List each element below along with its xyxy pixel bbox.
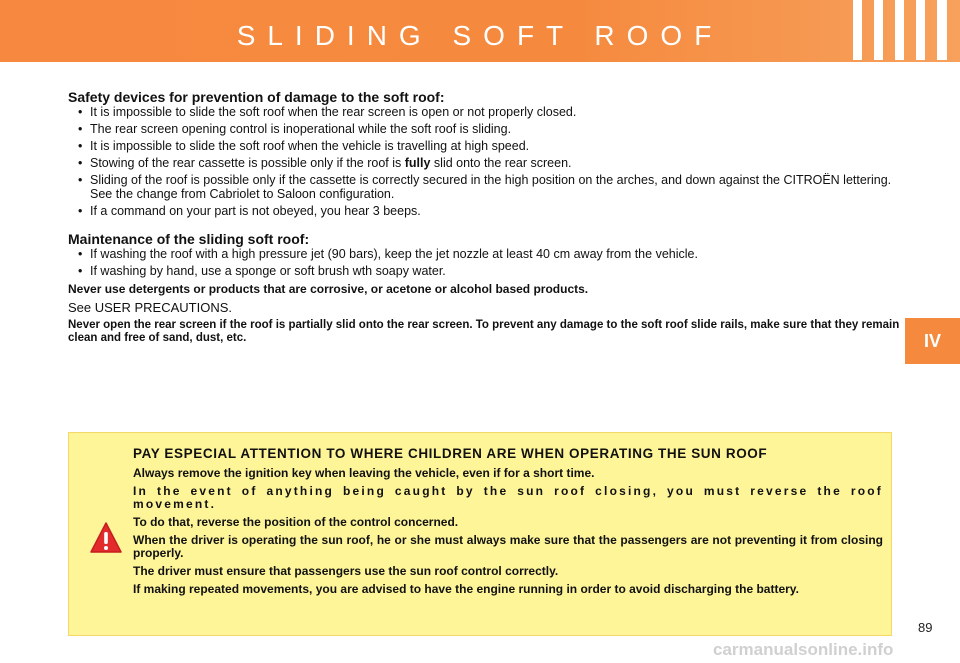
page-header xyxy=(0,0,960,62)
main-content xyxy=(68,89,900,344)
safety-list xyxy=(78,105,900,218)
warning-line: When the driver is operating the sun roof, he or she must always make sure that the passengers are not preventing it from closing properly. xyxy=(133,533,883,560)
warning-text xyxy=(133,447,883,601)
see-precautions: See USER PRECAUTIONS. xyxy=(68,300,232,315)
rear-screen-warning: Never open the rear screen if the roof is partially slid onto the rear screen. To prevent any damage to the soft roof slide rails, make sure that they remain clean and free of sand, dust, etc. xyxy=(68,319,900,344)
child-safety-warning-box xyxy=(68,432,892,636)
list-item: • Stowing of the rear cassette is possible only if the roof is fully slid onto the rear screen. xyxy=(78,156,572,170)
page-title: SLIDING SOFT ROOF xyxy=(236,20,724,51)
list-item: • If washing by hand, use a sponge or soft brush wth soapy water. xyxy=(78,264,446,278)
warning-line: To do that, reverse the position of the control concerned. xyxy=(133,515,459,529)
list-item: • It is impossible to slide the soft roof when the rear screen is open or not properly closed. xyxy=(78,105,577,119)
page-number: 89 xyxy=(918,620,933,635)
list-item: • Sliding of the roof is possible only if the cassette is correctly secured in the high position on the arches, and down against the CITROËN lettering. See the change from Cabriolet to Saloon configuration. xyxy=(78,173,892,201)
warning-line: Always remove the ignition key when leaving the vehicle, even if for a short time. xyxy=(133,466,595,480)
list-item: • If a command on your part is not obeyed, you hear 3 beeps. xyxy=(78,204,421,218)
warning-line: The driver must ensure that passengers use the sun roof control correctly. xyxy=(133,564,559,578)
maintenance-heading: Maintenance of the sliding soft roof: xyxy=(68,231,310,247)
safety-heading: Safety devices for prevention of damage to the soft roof: xyxy=(68,89,445,105)
warning-line: If making repeated movements, you are advised to have the engine running in order to avoid discharging the battery. xyxy=(133,582,799,596)
list-item: • It is impossible to slide the soft roof when the vehicle is travelling at high speed. xyxy=(78,139,530,153)
emphasis: fully xyxy=(404,156,431,170)
watermark: carmanualsonline.info xyxy=(713,640,894,659)
warning-title: PAY ESPECIAL ATTENTION TO WHERE CHILDREN ARE WHEN OPERATING THE SUN ROOF xyxy=(133,446,768,461)
maintenance-list xyxy=(78,247,900,278)
warning-line: In the event of anything being caught by the sun roof closing, you must reverse the roof movement. xyxy=(133,484,883,511)
chapter-tab: IV xyxy=(905,318,960,364)
list-item: • The rear screen opening control is inoperational while the soft roof is sliding. xyxy=(78,122,512,136)
list-item: • If washing the roof with a high pressure jet (90 bars), keep the jet nozzle at least 40 cm away from the vehicle. xyxy=(78,247,698,261)
warning-triangle-icon xyxy=(89,521,123,555)
corrosive-warning: Never use detergents or products that are corrosive, or acetone or alcohol based products. xyxy=(68,282,589,296)
